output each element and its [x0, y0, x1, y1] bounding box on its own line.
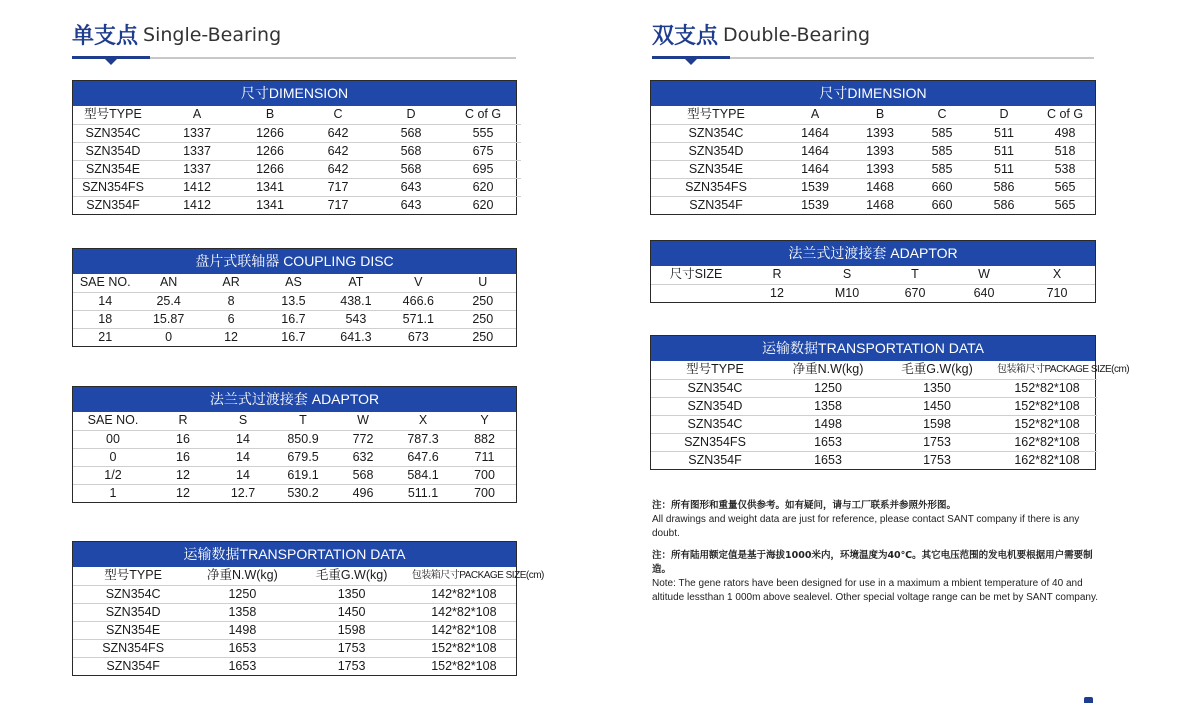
column-header: T	[911, 267, 919, 282]
table-cell: 1539	[781, 196, 849, 214]
table-cell: 511	[973, 142, 1035, 160]
column-header: 净重N.W(kg)	[792, 362, 864, 377]
column-header: 包装箱尺寸PACKAGE SIZE(cm)	[411, 570, 544, 582]
column-header: SAE NO.	[79, 275, 131, 290]
table-row	[73, 621, 516, 639]
column-header: C	[937, 107, 947, 122]
table-row	[651, 379, 1097, 397]
right-adaptor-table	[650, 240, 1096, 303]
column-header: X	[1052, 267, 1062, 282]
table-cell: SZN354C	[73, 585, 193, 603]
table-cell: 498	[1035, 124, 1095, 142]
table-cell: SZN354C	[73, 124, 153, 142]
table-cell: 710	[1019, 284, 1095, 302]
table-cell: 647.6	[393, 448, 453, 466]
column-header: B	[875, 107, 885, 122]
table-cell: 16	[153, 448, 213, 466]
table-row	[651, 433, 1097, 451]
table-cell: 511	[973, 124, 1035, 142]
table-title: 运输数据TRANSPORTATION DATA	[73, 542, 516, 567]
table-cell: 695	[445, 160, 521, 178]
table-cell: M10	[813, 284, 881, 302]
table-cell: 1498	[779, 415, 877, 433]
table-cell: 568	[377, 124, 445, 142]
table-cell: 1468	[849, 178, 911, 196]
table-cell: 1653	[193, 657, 291, 675]
table-cell: 12	[153, 484, 213, 502]
table-cell: SZN354F	[73, 657, 193, 675]
table-cell: 1266	[241, 142, 299, 160]
table-cell: SZN354FS	[73, 639, 193, 657]
column-header: A	[192, 107, 202, 122]
table-cell: 1598	[877, 415, 997, 433]
table-cell: 787.3	[393, 430, 453, 448]
table-cell: 1266	[241, 160, 299, 178]
table-cell: 642	[299, 142, 377, 160]
table-cell: 675	[445, 142, 521, 160]
table-cell: 543	[325, 310, 387, 328]
table-cell: 1250	[779, 379, 877, 397]
single-bearing-title: 单支点 Single-Bearing	[72, 23, 282, 49]
table-cell: SZN354F	[651, 196, 781, 214]
table-cell: 673	[387, 328, 449, 346]
column-header: 尺寸SIZE	[669, 267, 723, 282]
table-cell: SZN354F	[73, 196, 153, 214]
table-cell: SZN354E	[73, 621, 193, 639]
table-cell: 670	[881, 284, 949, 302]
table-row	[73, 142, 521, 160]
table-cell: 13.5	[262, 292, 324, 310]
table-cell: SZN354C	[651, 379, 779, 397]
table-cell: 466.6	[387, 292, 449, 310]
table-title: 尺寸DIMENSION	[73, 81, 516, 106]
table-cell: 518	[1035, 142, 1095, 160]
table-cell: 571.1	[387, 310, 449, 328]
table-cell: 850.9	[273, 430, 333, 448]
table-cell: 717	[299, 196, 377, 214]
table-cell: 538	[1035, 160, 1095, 178]
double-bearing-heading	[652, 0, 1094, 49]
table-cell: 772	[333, 430, 393, 448]
table-cell: 565	[1035, 178, 1095, 196]
table-row	[73, 178, 521, 196]
table-cell: 00	[73, 430, 153, 448]
table-cell: 1598	[291, 621, 411, 639]
table-cell: 1350	[877, 379, 997, 397]
data-table	[73, 274, 516, 346]
table-row	[73, 448, 516, 466]
table-cell: 16.7	[262, 310, 324, 328]
table-cell: 640	[949, 284, 1019, 302]
table-cell: 1653	[193, 639, 291, 657]
table-cell: SZN354C	[651, 415, 779, 433]
table-cell: 1450	[877, 397, 997, 415]
table-cell: 565	[1035, 196, 1095, 214]
table-cell: 250	[450, 292, 516, 310]
column-header: 型号TYPE	[686, 362, 744, 377]
table-cell: 717	[299, 178, 377, 196]
page-corner-mark	[1084, 697, 1093, 703]
table-cell: 1358	[193, 603, 291, 621]
table-cell: 1412	[153, 196, 241, 214]
column-header-row	[73, 567, 516, 585]
data-table	[73, 567, 544, 675]
table-cell: 14	[213, 448, 273, 466]
table-cell: 585	[911, 160, 973, 178]
table-cell: 568	[377, 142, 445, 160]
table-cell: 619.1	[273, 466, 333, 484]
table-cell: 12	[153, 466, 213, 484]
table-row	[651, 124, 1095, 142]
column-header: 包装箱尺寸PACKAGE SIZE(cm)	[997, 364, 1130, 376]
table-cell: 620	[445, 178, 521, 196]
column-header: AT	[348, 275, 364, 290]
column-header: 毛重G.W(kg)	[315, 568, 388, 583]
table-cell: 1393	[849, 160, 911, 178]
column-header: 净重N.W(kg)	[206, 568, 278, 583]
table-cell: 642	[299, 124, 377, 142]
table-cell: 568	[377, 160, 445, 178]
column-header: 型号TYPE	[104, 568, 162, 583]
table-cell: 0	[73, 448, 153, 466]
left-dimension-table	[72, 80, 517, 215]
table-cell: 642	[299, 160, 377, 178]
table-cell: 1753	[877, 451, 997, 469]
table-cell: 162*82*108	[997, 433, 1097, 451]
column-header: D	[999, 107, 1009, 122]
table-row	[651, 160, 1095, 178]
note-1: 注：所有图形和重量仅供参考。如有疑问，请与工厂联系并参照外形图。 All drawings and weight data are just for reference, please contact SANT company if there is any doubt.	[652, 500, 1080, 539]
table-cell: 586	[973, 196, 1035, 214]
left-adaptor-table	[72, 386, 517, 503]
table-cell: 1266	[241, 124, 299, 142]
table-cell: SZN354D	[73, 142, 153, 160]
table-row	[73, 657, 516, 675]
table-title: 法兰式过渡接套 ADAPTOR	[651, 241, 1095, 266]
table-cell: 882	[453, 430, 516, 448]
column-header: C of G	[464, 107, 502, 122]
table-cell: 15.87	[137, 310, 199, 328]
column-header: S	[238, 413, 248, 428]
column-header: Y	[480, 413, 489, 428]
column-header: D	[406, 107, 416, 122]
table-cell: 14	[213, 430, 273, 448]
table-cell: 12.7	[213, 484, 273, 502]
table-cell: 530.2	[273, 484, 333, 502]
column-header: C of G	[1046, 107, 1084, 122]
table-cell: 1539	[781, 178, 849, 196]
table-cell: 12	[200, 328, 262, 346]
column-header-row	[651, 361, 1097, 379]
table-row	[73, 292, 516, 310]
table-cell: 21	[73, 328, 137, 346]
table-cell: 12	[741, 284, 813, 302]
table-cell: 14	[213, 466, 273, 484]
single-bearing-heading	[72, 0, 516, 49]
table-row	[73, 585, 516, 603]
table-cell: SZN354E	[73, 160, 153, 178]
table-cell: 511.1	[393, 484, 453, 502]
column-header: AN	[159, 275, 178, 290]
table-cell: 584.1	[393, 466, 453, 484]
table-cell: 1464	[781, 160, 849, 178]
column-header: 型号TYPE	[84, 107, 142, 122]
table-cell: 1468	[849, 196, 911, 214]
left-transport-table	[72, 541, 544, 676]
table-row	[73, 160, 521, 178]
column-header: W	[978, 267, 990, 282]
column-header-row	[73, 274, 516, 292]
table-cell: 586	[973, 178, 1035, 196]
data-table	[73, 412, 516, 502]
table-cell: 632	[333, 448, 393, 466]
table-cell: 142*82*108	[412, 603, 516, 621]
data-table	[651, 266, 1095, 302]
table-cell: 496	[333, 484, 393, 502]
column-header: W	[357, 413, 369, 428]
table-cell: 1341	[241, 178, 299, 196]
table-cell: 152*82*108	[412, 639, 516, 657]
table-cell: 18	[73, 310, 137, 328]
table-row	[651, 451, 1097, 469]
table-cell: 585	[911, 124, 973, 142]
table-cell: 1753	[877, 433, 997, 451]
table-row	[73, 484, 516, 502]
table-row	[651, 196, 1095, 214]
table-cell: 1358	[779, 397, 877, 415]
table-title: 盘片式联轴器 COUPLING DISC	[73, 249, 516, 274]
data-table	[651, 106, 1095, 214]
table-cell: 1350	[291, 585, 411, 603]
right-dimension-table	[650, 80, 1096, 215]
table-cell: SZN354F	[651, 451, 779, 469]
left-coupling-table	[72, 248, 517, 347]
table-cell: 1653	[779, 451, 877, 469]
column-header: C	[333, 107, 343, 122]
column-header: T	[299, 413, 307, 428]
column-header: V	[414, 275, 423, 290]
table-cell: 1337	[153, 160, 241, 178]
table-cell: 511	[973, 160, 1035, 178]
right-transport-table	[650, 335, 1130, 470]
table-cell: 142*82*108	[412, 585, 516, 603]
table-cell: 1412	[153, 178, 241, 196]
table-cell: 1450	[291, 603, 411, 621]
note-2: 注：所有陆用额定值是基于海拔1000米内，环境温度为40℃。其它电压范围的发电机要根据用户需要制造。 Note: The gene rators have been designed for use in a maximum a mbient temperature of 40 and altitude lessthan 1 000m above sealevel. Other special voltage range can be met by SANT company.	[652, 550, 1098, 603]
table-cell: 679.5	[273, 448, 333, 466]
table-title: 法兰式过渡接套 ADAPTOR	[73, 387, 516, 412]
table-cell: 1753	[291, 657, 411, 675]
table-cell: 152*82*108	[997, 379, 1097, 397]
table-cell: 660	[911, 196, 973, 214]
table-title: 尺寸DIMENSION	[651, 81, 1095, 106]
table-cell: SZN354D	[651, 397, 779, 415]
table-cell: 700	[453, 484, 516, 502]
table-cell: SZN354D	[73, 603, 193, 621]
table-cell: 1464	[781, 124, 849, 142]
table-row	[651, 178, 1095, 196]
column-header: S	[842, 267, 852, 282]
table-cell: 0	[137, 328, 199, 346]
table-cell: 700	[453, 466, 516, 484]
table-cell: 620	[445, 196, 521, 214]
column-header: B	[265, 107, 275, 122]
table-row	[73, 328, 516, 346]
double-bearing-title: 双支点 Double-Bearing	[652, 23, 871, 49]
table-cell: 1393	[849, 124, 911, 142]
heading-notch	[685, 59, 697, 65]
table-cell: 1498	[193, 621, 291, 639]
table-cell: SZN354FS	[73, 178, 153, 196]
table-cell: SZN354D	[651, 142, 781, 160]
table-row	[73, 310, 516, 328]
table-cell: SZN354FS	[651, 178, 781, 196]
table-row	[73, 603, 516, 621]
table-cell: 152*82*108	[997, 415, 1097, 433]
column-header: A	[810, 107, 820, 122]
table-cell: SZN354C	[651, 124, 781, 142]
table-row	[73, 196, 521, 214]
table-cell: 643	[377, 178, 445, 196]
table-cell: 16.7	[262, 328, 324, 346]
column-header: R	[178, 413, 188, 428]
table-cell: 438.1	[325, 292, 387, 310]
table-cell: 1653	[779, 433, 877, 451]
column-header: AS	[285, 275, 302, 290]
column-header-row	[651, 266, 1095, 284]
table-cell: 711	[453, 448, 516, 466]
table-row	[651, 284, 1095, 302]
table-row	[651, 397, 1097, 415]
table-cell	[651, 284, 741, 302]
table-row	[651, 142, 1095, 160]
column-header: 毛重G.W(kg)	[901, 362, 973, 377]
table-cell: 16	[153, 430, 213, 448]
column-header: R	[772, 267, 782, 282]
table-cell: 555	[445, 124, 521, 142]
column-header: 型号TYPE	[687, 107, 745, 122]
column-header-row	[73, 106, 521, 124]
column-header: X	[418, 413, 428, 428]
table-cell: 25.4	[137, 292, 199, 310]
table-row	[73, 639, 516, 657]
table-cell: SZN354FS	[651, 433, 779, 451]
table-row	[73, 124, 521, 142]
table-cell: 643	[377, 196, 445, 214]
table-cell: 1250	[193, 585, 291, 603]
column-header: AR	[222, 275, 240, 290]
table-row	[73, 466, 516, 484]
table-row	[73, 430, 516, 448]
column-header-row	[73, 412, 516, 430]
table-cell: 1341	[241, 196, 299, 214]
table-cell: 1337	[153, 124, 241, 142]
table-cell: 1	[73, 484, 153, 502]
table-cell: 1393	[849, 142, 911, 160]
table-cell: 250	[450, 310, 516, 328]
heading-notch	[105, 59, 117, 65]
table-row	[651, 415, 1097, 433]
table-cell: 162*82*108	[997, 451, 1097, 469]
table-cell: 660	[911, 178, 973, 196]
data-table	[651, 361, 1130, 469]
table-cell: 152*82*108	[997, 397, 1097, 415]
table-cell: 8	[200, 292, 262, 310]
table-cell: 14	[73, 292, 137, 310]
table-cell: 1337	[153, 142, 241, 160]
table-cell: 568	[333, 466, 393, 484]
notes	[652, 499, 1098, 613]
table-cell: 250	[450, 328, 516, 346]
table-cell: 1/2	[73, 466, 153, 484]
table-title: 运输数据TRANSPORTATION DATA	[651, 336, 1095, 361]
column-header: U	[478, 275, 488, 290]
column-header: SAE NO.	[87, 413, 139, 428]
table-cell: 152*82*108	[412, 657, 516, 675]
column-header-row	[651, 106, 1095, 124]
table-cell: SZN354E	[651, 160, 781, 178]
table-cell: 585	[911, 142, 973, 160]
table-cell: 1464	[781, 142, 849, 160]
table-cell: 6	[200, 310, 262, 328]
table-cell: 641.3	[325, 328, 387, 346]
data-table	[73, 106, 521, 214]
table-cell: 142*82*108	[412, 621, 516, 639]
table-cell: 1753	[291, 639, 411, 657]
